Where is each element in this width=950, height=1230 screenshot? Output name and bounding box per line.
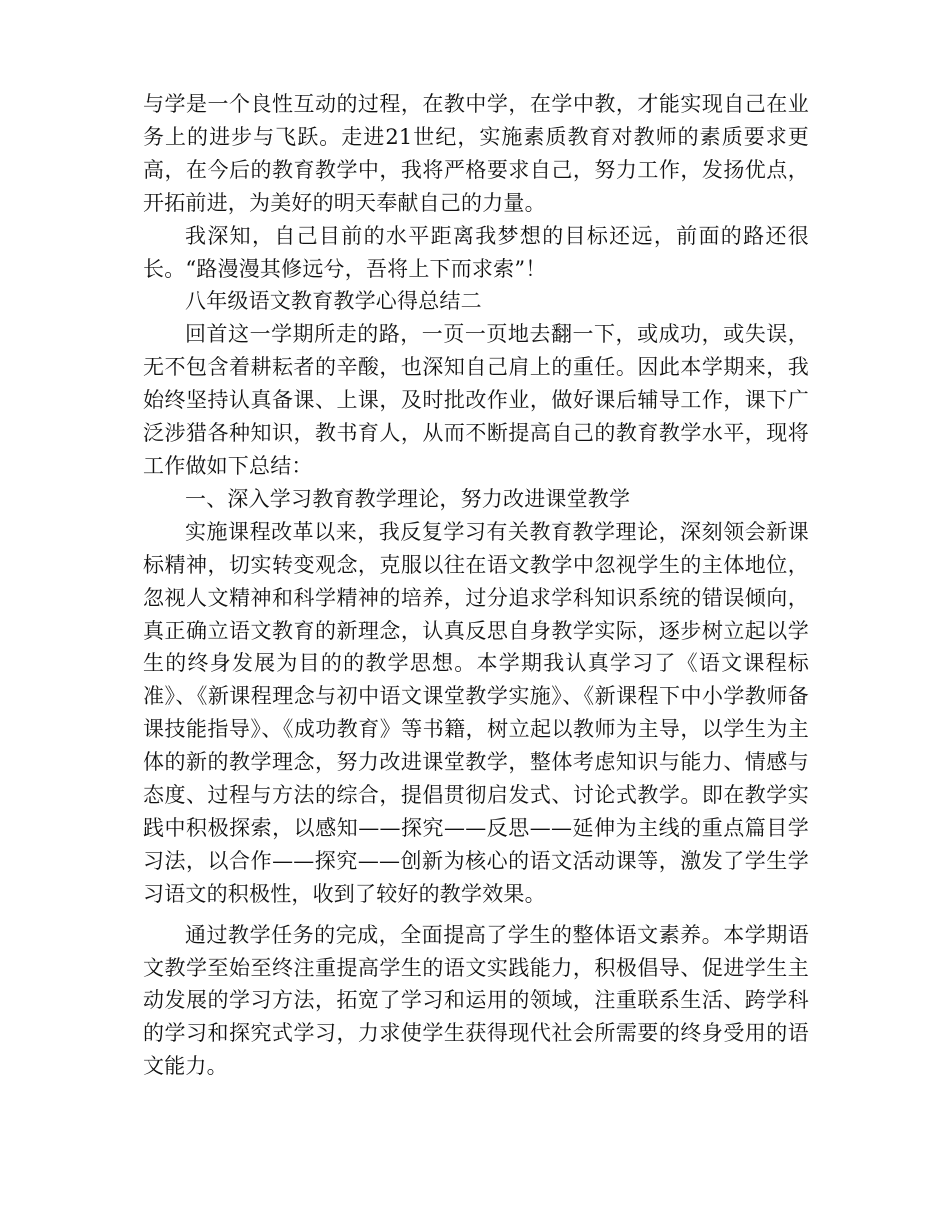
paragraph-aspiration: 我深知，自己目前的水平距离我梦想的目标还远，前面的路还很长。“路漫漫其修远兮，吾将上下而求索”！ xyxy=(143,223,809,281)
section-heading-1: 一、深入学习教育教学理论，努力改进课堂教学 xyxy=(185,486,631,511)
paragraph-literacy: 通过教学任务的完成，全面提高了学生的整体语文素养。本学期语文教学至始至终注重提高学生的语文实践能力，积极倡导、促进学生主动发展的学习方法，拓宽了学习和运用的领域，注重联系生活、跨学科的学习和探究式学习，力求使学生获得现代社会所需要的终身受用的语文能力。 xyxy=(143,922,809,1079)
paragraph-continuation: 与学是一个良性互动的过程，在教中学，在学中教，才能实现自己在业务上的进步与飞跃。走进21世纪，实施素质教育对教师的素质要求更高，在今后的教育教学中，我将严格要求自己，努力工作，发扬优点，开拓前进，为美好的明天奉献自己的力量。 xyxy=(143,92,809,215)
paragraph-theory: 实施课程改革以来，我反复学习有关教育教学理论，深刻领会新课标精神，切实转变观念，克服以往在语文教学中忽视学生的主体地位，忽视人文精神和科学精神的培养，过分追求学科知识系统的错误倾向，真正确立语文教育的新理念，认真反思自身教学实际，逐步树立起以学生的终身发展为目的的教学思想。本学期我认真学习了《语文课程标准》、《新课程理念与初中语文课堂教学实施》、《新课程下中小学教师备课技能指导》、《成功教育》等书籍，树立起以教师为主导，以学生为主体的新的教学理念，努力改进课堂教学，整体考虑知识与能力、情感与态度、过程与方法的综合，提倡贯彻启发式、讨论式教学。即在教学实践中积极探索，以感知——探究——反思——延伸为主线的重点篇目学习法，以合作——探究——创新为核心的语文活动课等，激发了学生学习语文的积极性，收到了较好的教学效果。 xyxy=(143,519,809,906)
section-title: 八年级语文教育教学心得总结二 xyxy=(185,289,482,314)
document-page xyxy=(143,88,809,1083)
paragraph-intro: 回首这一学期所走的路，一页一页地去翻一下，或成功，或失误，无不包含着耕耘者的辛酸，也深知自己肩上的重任。因此本学期来，我始终坚持认真备课、上课，及时批改作业，做好课后辅导工作，课下广泛涉猎各种知识，教书育人，从而不断提高自己的教育教学水平，现将工作做如下总结： xyxy=(143,322,809,478)
